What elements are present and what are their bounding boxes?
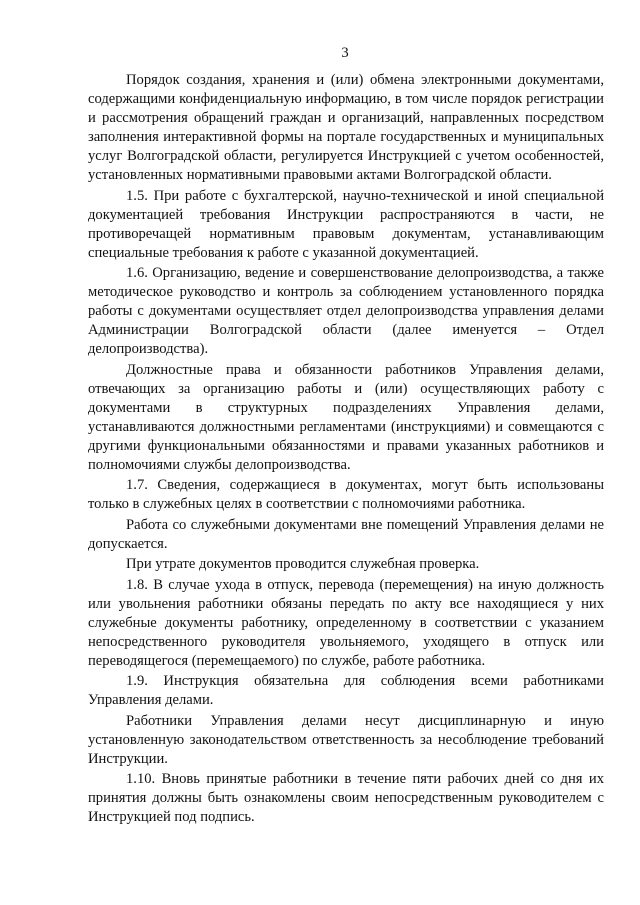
paragraph-1-5: 1.5. При работе с бухгалтерской, научно-технической и иной специальной документацией требования Инструкции распространяются в части, не противоречащей нормативным правовым документам, устанавливающим специальные требования к работе с указанной документацией.	[88, 187, 604, 261]
paragraph-duties: Должностные права и обязанности работников Управления делами, отвечающих за организацию работы и (или) осуществляющих работу с документами в структурных подразделениях Управления делами, устанавливаются должностными регламентами (инструкциями) и совмещаются с другими функциональными обязанностями и правами указанных работников и полномочиями службы делопроизводства.	[88, 361, 604, 473]
paragraph-electronic-documents: Порядок создания, хранения и (или) обмена электронными документами, содержащими конфиденциальную информацию, в том числе порядок регистрации и рассмотрения обращений граждан и организаций, направленных посредством заполнения интерактивной формы на портале государственных и муниципальных услуг Волгоградской области, регулируется Инструкцией с учетом особенностей, установленных нормативными правовыми актами Волгоградской области.	[88, 72, 604, 183]
paragraph-1-10: 1.10. Вновь принятые работники в течение пяти рабочих дней со дня их принятия должны быть ознакомлены своим непосредственным руководителем с Инструкцией под подпись.	[88, 771, 604, 825]
paragraph-loss-check: При утрате документов проводится служебная проверка.	[126, 556, 480, 572]
paragraph-1-9: 1.9. Инструкция обязательна для соблюдения всеми работниками Управления делами.	[88, 673, 604, 708]
paragraph-1-7: 1.7. Сведения, содержащиеся в документах, могут быть использованы только в служебных целях в соответствии с полномочиями работника.	[88, 477, 604, 512]
page-number: 3	[341, 45, 349, 61]
paragraph-responsibility: Работники Управления делами несут дисциплинарную и иную установленную законодательством ответственность за несоблюдение требований Инструкции.	[88, 712, 604, 767]
paragraph-work-outside: Работа со служебными документами вне помещений Управления делами не допускается.	[88, 516, 604, 552]
paragraph-1-8: 1.8. В случае ухода в отпуск, перевода (перемещения) на иную должность или увольнения работники обязаны передать по акту все находящиеся у них служебные документы работнику, определенному в соответствии с указанием непосредственного руководителя увольняемого, уходящего в отпуск или переводящегося (перемещаемого) по службе, работе работника.	[88, 576, 604, 669]
document-body	[88, 71, 604, 829]
paragraph-1-6: 1.6. Организацию, ведение и совершенствование делопроизводства, а также методическое руководство и контроль за соблюдением установленного порядка работы с документами осуществляет отдел делопроизводства управления делами Администрации Волгоградской области (далее именуется – Отдел делопроизводства).	[88, 265, 604, 357]
